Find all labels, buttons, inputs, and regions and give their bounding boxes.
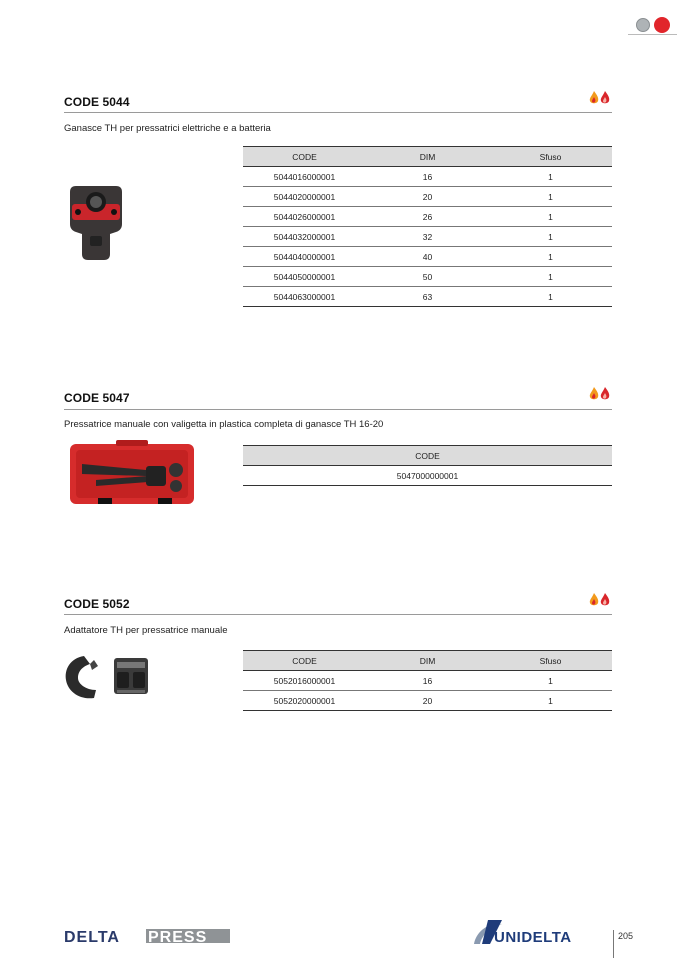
cell-sfuso: 1 [489,691,612,711]
corner-divider [628,34,677,35]
gas-water-flame-icon [588,592,612,608]
cell-dim: 40 [366,247,489,267]
cell-code: 5044063000001 [243,287,366,307]
column-header-code: CODE [243,147,366,167]
column-header-code: CODE [243,446,612,466]
table-row [243,227,612,247]
cell-code: 5044026000001 [243,207,366,227]
page-number: 205 [618,931,634,941]
press-tool-case-image [68,440,196,508]
grey-dot-icon [636,18,650,32]
cell-sfuso: 1 [489,207,612,227]
section-rule [64,409,612,410]
column-header-dim: DIM [366,147,489,167]
cell-code: 5052016000001 [243,671,366,691]
cell-code: 5044040000001 [243,247,366,267]
cell-dim: 26 [366,207,489,227]
cell-sfuso: 1 [489,187,612,207]
column-header-code: CODE [243,651,366,671]
deltapress-logo [64,926,230,946]
table-row [243,167,612,187]
section-rule [64,112,612,113]
table-row [243,287,612,307]
table-row [243,466,612,486]
cell-code: 5044020000001 [243,187,366,207]
red-dot-icon [654,17,670,33]
cell-dim: 16 [366,671,489,691]
adapter-image [62,652,152,704]
column-header-sfuso: Sfuso [489,147,612,167]
cell-sfuso: 1 [489,247,612,267]
cell-dim: 50 [366,267,489,287]
section-rule [64,614,612,615]
section-description: Pressatrice manuale con valigetta in plastica completa di ganasce TH 16-20 [64,419,384,430]
cell-sfuso: 1 [489,167,612,187]
svg-text:PRESS: PRESS [148,929,208,946]
product-table-5044 [243,146,612,307]
cell-code: 5044032000001 [243,227,366,247]
table-row [243,671,612,691]
table-row [243,207,612,227]
section-title-5052: CODE 5052 [64,597,130,611]
section-description: Adattatore TH per pressatrice manuale [64,625,228,636]
press-jaw-image [64,182,128,262]
corner-dots-icon [636,18,672,34]
table-row [243,691,612,711]
page-number-divider [613,930,614,958]
cell-sfuso: 1 [489,287,612,307]
cell-dim: 20 [366,691,489,711]
section-title-5047: CODE 5047 [64,391,130,405]
column-header-sfuso: Sfuso [489,651,612,671]
product-table-5047 [243,445,612,486]
svg-text:UNIDELTA: UNIDELTA [494,929,572,946]
cell-code: 5044050000001 [243,267,366,287]
section-description: Ganasce TH per pressatrici elettriche e a batteria [64,123,271,134]
table-row [243,247,612,267]
gas-water-flame-icon [588,90,612,106]
cell-code: 5052020000001 [243,691,366,711]
section-title-5044: CODE 5044 [64,95,130,109]
gas-water-flame-icon [588,386,612,402]
cell-code: 5044016000001 [243,167,366,187]
cell-dim: 32 [366,227,489,247]
cell-dim: 20 [366,187,489,207]
unidelta-logo [470,918,604,948]
table-row [243,187,612,207]
cell-sfuso: 1 [489,267,612,287]
svg-text:DELTA: DELTA [64,929,120,946]
cell-dim: 16 [366,167,489,187]
product-table-5052 [243,650,612,711]
cell-dim: 63 [366,287,489,307]
column-header-dim: DIM [366,651,489,671]
cell-sfuso: 1 [489,227,612,247]
cell-sfuso: 1 [489,671,612,691]
table-row [243,267,612,287]
cell-code: 5047000000001 [243,466,612,486]
